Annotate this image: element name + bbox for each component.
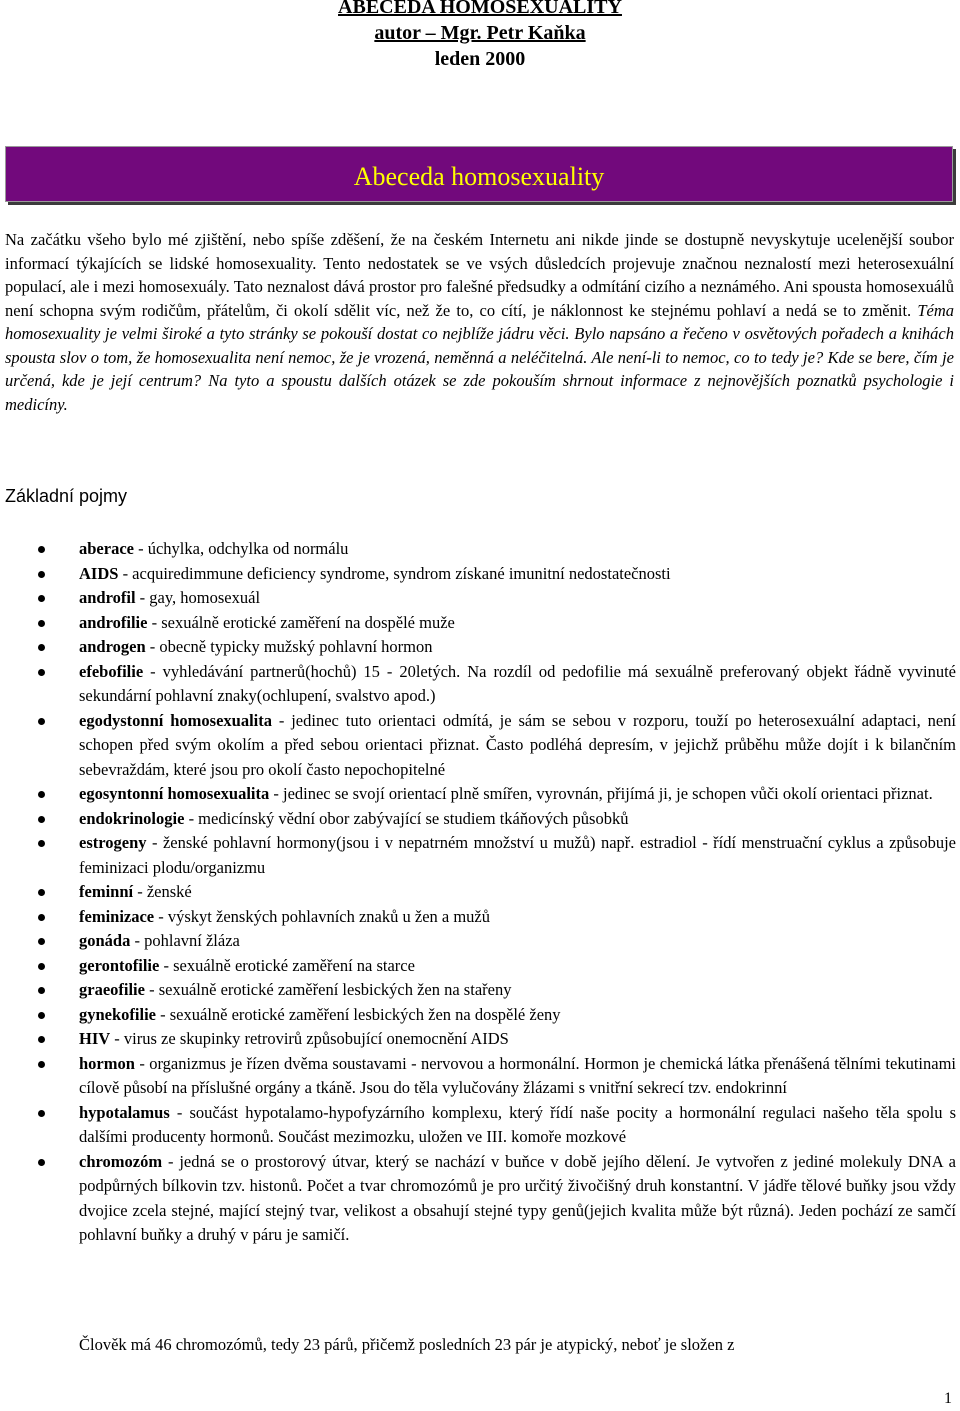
- bullet-icon: [38, 938, 45, 945]
- bullet-icon: [38, 595, 45, 602]
- glossary-definition: - jedinec se svojí orientací plně smířen, vyrovnán, přijímá ji, je schopen vůči okolí orientaci přiznat.: [269, 784, 933, 803]
- bullet-icon: [38, 840, 45, 847]
- glossary-item: [0, 1052, 956, 1101]
- glossary-item: [0, 929, 956, 954]
- document-header: [0, 0, 960, 72]
- bullet-icon: [38, 963, 45, 970]
- glossary-definition: - sexuálně erotické zaměření lesbických žen na stařeny: [144, 980, 512, 999]
- glossary-term: gonáda: [79, 931, 131, 950]
- glossary-item: [0, 562, 956, 587]
- glossary-term: gerontofilie: [79, 955, 160, 975]
- bullet-icon: [38, 546, 45, 553]
- glossary-term: HIV: [79, 1029, 111, 1048]
- glossary-item: [0, 807, 956, 832]
- glossary-definition: - ženské pohlavní hormony(jsou i v nepatrném množství u mužů) např. estradiol - řídí menstruační cyklus a způsobuje feminizaci plodu/organizmu: [79, 833, 956, 877]
- bullet-icon: [38, 669, 45, 676]
- glossary-term: hormon: [79, 1053, 135, 1073]
- glossary-definition: - vyhledávání partnerů(hochů) 15 - 20letých. Na rozdíl od pedofilie má sexuálně preferovaný objekt řádně vyvinuté sekundární pohlavní znaky(ochlupení, svalstvo apod.): [79, 661, 956, 705]
- glossary-term: endokrinologie: [79, 808, 185, 828]
- title-banner: [5, 146, 953, 202]
- section-heading: Základní pojmy: [5, 486, 128, 506]
- bullet-icon: [38, 1036, 45, 1043]
- glossary-item: [0, 586, 956, 611]
- glossary-definition: - sexuálně erotické zaměření na dospělé muže: [147, 612, 455, 632]
- glossary-item: [0, 635, 956, 660]
- glossary-definition: - jedná se o prostorový útvar, který se nachází v buňce v době jejího dělení. Je vytvořen z jediné molekuly DNA a podpůrných bílkovin tzv. histonů. Počet a tvar chromozómů je pro určitý živočišný druh konstantní. V jádře tělové buňky jsou vždy dvojice zcela stejné, mající stejný tvar, velikost a obsahují stejné typy genů(jejich kvalita může být různá). Jeden pochází ze samčí pohlavní buňky a druhý v páru je samičí.: [79, 1151, 956, 1244]
- glossary-definition: - sexuálně erotické zaměření na starce: [159, 955, 415, 975]
- glossary-item: [0, 1101, 956, 1150]
- glossary-term: egodystonní homosexualita: [79, 710, 272, 730]
- glossary-definition: - součást hypotalamo-hypofyzárního komplexu, který řídí naše pocity a hormonální regulaci našeho těla spolu s dalšími producenty hormonů. Součást mezimozku, uložen ve III. komoře mozkové: [79, 1102, 956, 1146]
- glossary-definition: - pohlavní žláza: [130, 931, 240, 950]
- bullet-icon: [38, 644, 45, 651]
- glossary-term: aberace: [79, 539, 134, 558]
- glossary-definition: - úchylka, odchylka od normálu: [133, 539, 349, 558]
- glossary-term: androfilie: [79, 612, 148, 632]
- glossary-item: [0, 660, 956, 709]
- glossary-term: egosyntonní homosexualita: [79, 784, 270, 803]
- glossary-term: chromozóm: [79, 1151, 163, 1171]
- page-number: 1: [944, 1390, 952, 1407]
- glossary-item: [0, 880, 956, 905]
- bullet-icon: [38, 816, 45, 823]
- bullet-icon: [38, 889, 45, 896]
- glossary-item: [0, 709, 956, 783]
- glossary-term: estrogeny: [79, 833, 147, 852]
- bullet-icon: [38, 1159, 45, 1166]
- banner-title: Abeceda homosexuality: [353, 162, 605, 191]
- glossary-definition: - výskyt ženských pohlavních znaků u žen a mužů: [154, 906, 490, 926]
- glossary-item: [0, 831, 956, 880]
- glossary-item: [0, 611, 956, 636]
- glossary-item: [0, 1150, 956, 1248]
- glossary-definition: - virus ze skupinky retrovirů způsobující onemocnění AIDS: [110, 1029, 509, 1048]
- glossary-term: graeofilie: [79, 980, 145, 999]
- glossary-term: hypotalamus: [79, 1102, 170, 1122]
- bullet-icon: [38, 620, 45, 627]
- glossary-term: androgen: [79, 637, 146, 656]
- glossary-item: [0, 782, 956, 807]
- bullet-icon: [38, 791, 45, 798]
- glossary-definition: - medicínský vědní obor zabývající se studiem tkáňových působků: [184, 808, 629, 828]
- bullet-icon: [38, 1110, 45, 1117]
- bullet-icon: [38, 718, 45, 725]
- glossary-definition: - obecně typicky mužský pohlavní hormon: [145, 637, 433, 656]
- document-author: autor – Mgr. Petr Kaňka: [374, 22, 586, 44]
- glossary-term: gynekofilie: [79, 1004, 156, 1024]
- glossary-definition: - ženské: [133, 882, 192, 901]
- document-date: leden 2000: [434, 48, 526, 70]
- glossary-item: [0, 537, 956, 562]
- glossary-definition: - sexuálně erotické zaměření lesbických žen na dospělé ženy: [156, 1004, 561, 1024]
- bullet-icon: [38, 571, 45, 578]
- glossary-definition: - jedinec tuto orientaci odmítá, je sám se sebou v rozporu, touží po heterosexuální adaptaci, není schopen před svým okolím a před sebou orientaci přiznat. Často podléhá depresím, v jejichž průběhu může dojít i k bilančním sebevraždám, které jsou pro okolí často nepochopitelné: [79, 710, 956, 779]
- glossary-definition: - organizmus je řízen dvěma soustavami - nervovou a hormonální. Hormon je chemická látka přenášená tělními tekutinami cílově působí na příslušné orgány a tkáně. Jsou do těla vylučovány žlázami s vnitřní sekrecí tzv. endokrinní: [79, 1053, 956, 1097]
- glossary-item: [0, 954, 956, 979]
- glossary-term: efebofilie: [79, 661, 144, 681]
- glossary-term: androfil: [79, 588, 136, 607]
- glossary-item: [0, 978, 956, 1003]
- glossary-term: feminizace: [79, 906, 155, 926]
- glossary-term: feminní: [79, 882, 134, 901]
- bullet-icon: [38, 987, 45, 994]
- intro-text-regular: Na začátku všeho bylo mé zjištění, nebo spíše zděšení, že na českém Internetu ani nikde jinde se dostupně nevyskytuje ucelenější soubor informací týkajících se lidské homosexuality. Tento nedostatek se ve vsých důsledcích projevuje značnou neznalostí mezi heterosexuální populací, ale i mezi homosexuály. Tato neznalost dává prostor pro falešné předsudky a odmítání cizího a neznámého. Ani spousta homosexuálů není schopna svým rodičům, přátelům, či okolí sdělit víc, než že to, co cítí, je náklonnost ke stejnému pohlaví a nedá se to změnit.: [5, 230, 954, 320]
- bullet-icon: [38, 1012, 45, 1019]
- glossary-definition: - gay, homosexuál: [135, 588, 261, 607]
- glossary-item: [0, 905, 956, 930]
- glossary-term: AIDS: [79, 563, 119, 583]
- glossary-item: [0, 1003, 956, 1028]
- terms-list: [0, 537, 956, 1248]
- glossary-definition: - acquiredimmune deficiency syndrome, syndrom získané imunitní nedostatečnosti: [118, 563, 671, 583]
- glossary-item: [0, 1027, 956, 1052]
- document-title: ABECEDA HOMOSEXUALITY: [338, 0, 622, 18]
- bullet-icon: [38, 914, 45, 921]
- intro-text-italic: Téma homosexuality je velmi široké a tyto stránky se pokouší dostat co nejblíže jádru věci. Bylo napsáno a řečeno v osvětových pořadech a knihách spousta slov o tom, že homosexualita není nemoc, že je vrozená, neměnná a neléčitelná. Ale není-li to nemoc, co to tedy je? Kde se bere, čím je určená, kde je její centrum? Na tyto a spoustu dalších otázek se zde pokouším shrnout informace z nejnovějších poznatků psychologie i medicíny.: [5, 300, 954, 414]
- bullet-icon: [38, 1061, 45, 1068]
- continuation-text: Člověk má 46 chromozómů, tedy 23 párů, přičemž posledních 23 pár je atypický, neboť je složen z: [79, 1335, 735, 1354]
- intro-paragraph: [5, 228, 954, 416]
